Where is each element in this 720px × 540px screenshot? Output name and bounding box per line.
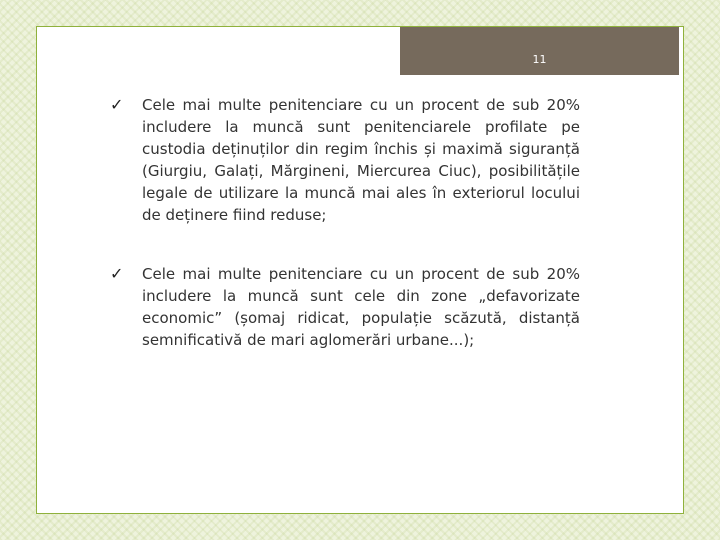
page-number: 11 (532, 53, 547, 66)
list-item (110, 94, 580, 226)
page-number-tab (400, 27, 679, 75)
checkmark-icon: ✓ (110, 264, 124, 283)
bullet-text: Cele mai multe penitenciare cu un procent de sub 20% includere la muncă sunt penitenciarele profilate pe custodia deținuților din regim închis și maximă siguranță (Giurgiu, Galați, Mărgineni, Miercurea Ciuc), posibilitățile legale de utilizare la muncă mai ales în exteriorul locului de deținere fiind reduse; (142, 96, 580, 224)
bullet-list (110, 94, 580, 388)
list-item (110, 263, 580, 351)
bullet-text: Cele mai multe penitenciare cu un procent de sub 20% includere la muncă sunt cele din zone „defavorizate economic” (șomaj ridicat, populație scăzută, distanță semnificativă de mari aglomerări urbane...); (142, 265, 580, 349)
checkmark-icon: ✓ (110, 95, 124, 114)
